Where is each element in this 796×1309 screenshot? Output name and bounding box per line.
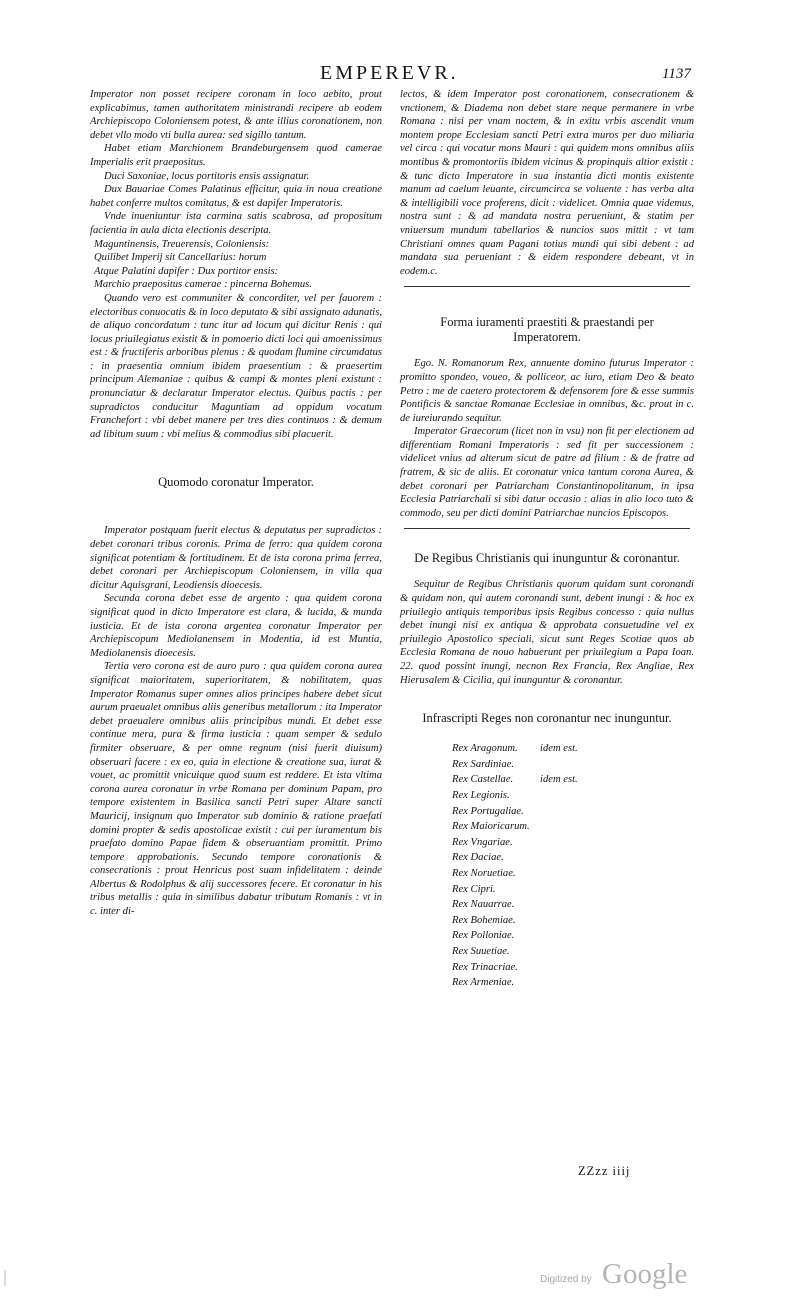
king-name: Rex Maioricarum. [452,821,530,833]
list-item [452,945,694,961]
list-item [452,820,694,836]
list-item [452,851,694,867]
kings-list [400,742,694,992]
king-name: Rex Vngariae. [452,836,513,848]
section-heading-kings: De Regibus Christianis qui inunguntur & coronantur. [414,551,680,566]
list-item [452,867,694,883]
king-note: idem est. [540,774,578,786]
list-item [452,929,694,945]
king-note: idem est. [540,743,578,755]
paragraph: Duci Saxoniae, locus portitoris ensis assignatur. [104,170,310,182]
list-item [452,836,694,852]
paragraph: Secunda corona debet esse de argento : qua quidem corona significat quod in dicto Imperatore est clara, & lucida, & munda iusticia. Et de ista corona argentea coronatur Imperator per Archiepiscopum Mediolanensem in Modentia, id est Muntia, Mediolanensis dioecesis. [90,593,382,659]
left-column [90,88,382,919]
king-name: Rex Suuetiae. [452,945,510,957]
king-name: Rex Portugaliae. [452,805,524,817]
running-title: EMPEREVR. [320,62,459,84]
paragraph: lectos, & idem Imperator post coronationem, consecrationem & vnctionem, & Diadema non debet stare neque permanere in vrbe Romana : nisi per vnam noctem, & in exitu vrbis ascendit vnum montem prope Ecclesiam sancti Petri extra muros per duo miliaria vel circa : qui vocatur mons Mauri : qui quidem mons omnibus aliis montibus & promontoriis ibidem vicinus & propinquis altior existit : & tunc dicto Imperatore in sua instantia dicti montis existente manum ad caelum leuante, circumcirca se voluente : has verba alta & intelligibili voce proferens, dicit : videlicet. Omnia quae videmus, nostra sunt : & ad mandata nostra perueniunt, & statim per vniuersum mundum tabellarios & nuncios suos mittit : vt tam Christiani omnes quam Pagani totius mundi qui sibi debent : ad mandata sua perueniant : & eidem respondere debeant, vt in eodem.c. [400,89,694,277]
verse-line: Quilibet Imperij sit Cancellarius: horum [94,252,267,264]
king-name: Rex Nauarrae. [452,899,515,911]
verse-line: Marchio praepositus camerae : pincerna Bohemus. [94,279,312,291]
google-logo: Google [602,1258,688,1290]
paragraph: Tertia vero corona est de auro puro : qua quidem corona aurea significat maioritatem, superioritatem, & nobilitatem, quas Imperator Romanus super omnes alios principes habere debet sicut aurum praeualet omnibus aliis generibus metallorum : ita Imperator debet praeualere omnibus aliis principibus mundi. Et debet esse continue mera, pura & firma iusticia : quam semper & sedulo firmiter obseruare, & per omne regnum (nisi fuerit diuisum) obseruari facere : ex eo, quia in electione & creatione sua, iurat & vouet, ac promittit vnicuique quod suum est reddere. Et ista vltima corona aurea coronatur in vrbe Romana per dominum Papam, pro tempore existentem in Basilica sancti Petri super Altare sancti Mauricij, insignum quo Imperator sub dominio & ratione praefati domini propter & sedis apostolicae existit : cui per iuramentum bis praefato domino Papae fidem & obseruantiam promittit. Primo tempore approbationis. Secundo tempore coronationis & consecrationis : prout Henricus post suam infidelitatem : deinde Albertus & Rodolphus & alij successores fecere. Et coronatur in his tribus metallis : quia in similibus dabatur tributum Romanis : vt in c. inter di- [90,661,382,918]
list-item [452,976,694,992]
list-item [452,898,694,914]
paragraph: Sequitur de Regibus Christianis quorum quidam sunt coronandi & quidam non, qui autem coronandi sunt, debent inungi : & hoc ex priuilegio antiquis temporibus ipsis Regibus concesso : quia nullus debet inungi nisi ex antiqua & approbata consuetudine vel ex priuilegio Apostolico speciali, sicut sunt Reges Scotiae quos ab Ecclesia Romana de nouo habuerunt per priuilegium a Papa Ioan. 22. quod possint inungi, necnon Rex Francia, Rex Angliae, Rex Hierusalem & Cicilia, qui inunguntur & coronantur. [400,579,694,686]
king-name: Rex Aragonum. [452,743,518,755]
paragraph: Imperator Graecorum (licet non in vsu) non fit per electionem ad differentiam Romani Imperatoris : sed fit per successionem : videlicet vnius ad alterum sicut de patre ad filium : & de fratre ad fratrem, & sic de aliis. Et coronatur vnica tantum corona Aurea, & debet coronari per Patriarcham Constantinopolitanum, in ipsa Ecclesia Patriarchali si sibi datur occasio : alias in alio loco tuto & commodo, seu per dicti domini Patriarchae nuncios Episcopos. [400,426,694,519]
king-name: Rex Polloniae. [452,930,515,942]
king-name: Rex Daciae. [452,852,504,864]
scan-artifact [4,1270,6,1286]
king-name: Rex Legionis. [452,789,510,801]
paragraph: Quando vero est communiter & concorditer, vel per fauorem : electoribus conuocatis & in loco deputato & sibi assignato adunatis, de aliquo concordatum : tunc itur ad locum qui dicitur Renis : qui locus priuilegiatus existit & in pomoerio dicti loci qui amoenissimus est : & fructiferis arboribus plenus : & quodam flumine circumdatus : in praesentia omnium ibidem praesentium : & praesertim principum Alemaniae : quibus & campi & montes pleni existunt : pronunciatur & declaratur Imperator electus. Quibus pactis : per supradictos conducitur Maguntiam ad oppidum vocatum Franchefort : vbi debet manere per tres dies continuos : & demum ad libitum suum : vbi melius & commodius sibi placuerit. [90,292,382,440]
king-name: Rex Cipri. [452,883,496,895]
verse-block [90,238,382,292]
king-name: Rex Trinacriae. [452,961,518,973]
section-heading-coronation: Quomodo coronatur Imperator. [158,475,314,490]
list-item [452,805,694,821]
paragraph: Ego. N. Romanorum Rex, annuente domino futurus Imperator : promitto spondeo, voueo, & polliceor, ac iuro, etiam Deo & beato Petro : me de caetero protectorem & defensorem fore & esse summis Pontificis & sanctae Romanae Ecclesiae in omnibus, &c. prout in c. de iureiurando sequitur. [400,358,694,424]
section-heading-uncrowned-kings: Infrascripti Reges non coronantur nec inunguntur. [422,711,672,726]
list-item [452,773,694,789]
list-item [452,758,694,774]
page-number: 1137 [662,66,691,82]
king-name: Rex Bohemiae. [452,914,516,926]
king-name: Rex Noruetiae. [452,867,516,879]
paragraph: Vnde inueniuntur ista carmina satis scabrosa, ad propositum facientia in aula dicta electionis descripta. [90,211,382,236]
running-header [0,62,796,88]
paragraph: Habet etiam Marchionem Brandeburgensem quod camerae Imperialis erit praepositus. [90,143,382,168]
king-name: Rex Sardiniae. [452,758,514,770]
king-name: Rex Armeniae. [452,977,515,989]
paragraph: Imperator non posset recipere coronam in loco aebito, prout explicabimus, tamen authoritatem ministrandi recipere ab eodem Archiepiscopo Coloniensem potest, & ante illius coronationem, non debet vllo modo vti bulla aurea: sed sigillo tantum. [90,89,382,141]
paragraph: Dux Bauariae Comes Palatinus efficitur, quia in noua creatione habet conferre multos comitatus, & est dapifer Imperatoris. [90,184,382,209]
verse-line: Atque Palatini dapifer : Dux portitor ensis: [94,265,279,277]
list-item [452,914,694,930]
divider [404,528,690,529]
section-heading-oath: Forma iuramenti praestiti & praestandi per Imperatorem. [440,315,654,345]
watermark-prefix: Digitized by [540,1274,592,1285]
list-item [452,883,694,899]
list-item [452,961,694,977]
verse-line: Maguntinensis, Treuerensis, Coloniensis: [94,238,270,250]
divider [404,286,690,287]
signature-mark: ZZzz iiij [578,1164,631,1178]
list-item [452,742,694,758]
king-name: Rex Castellae. [452,774,514,786]
list-item [452,789,694,805]
right-column [400,88,694,992]
paragraph: Imperator postquam fuerit electus & deputatus per supradictos : debet coronari tribus coronis. Prima de ferro: qua quidem corona significat potentiam & fortitudinem. Et de ista corona prima ferrea, debet coronari per Archiepiscopum Coloniensem, in villa qua dicitur Aquisgrani, Leodiensis dioecesis. [90,525,382,591]
